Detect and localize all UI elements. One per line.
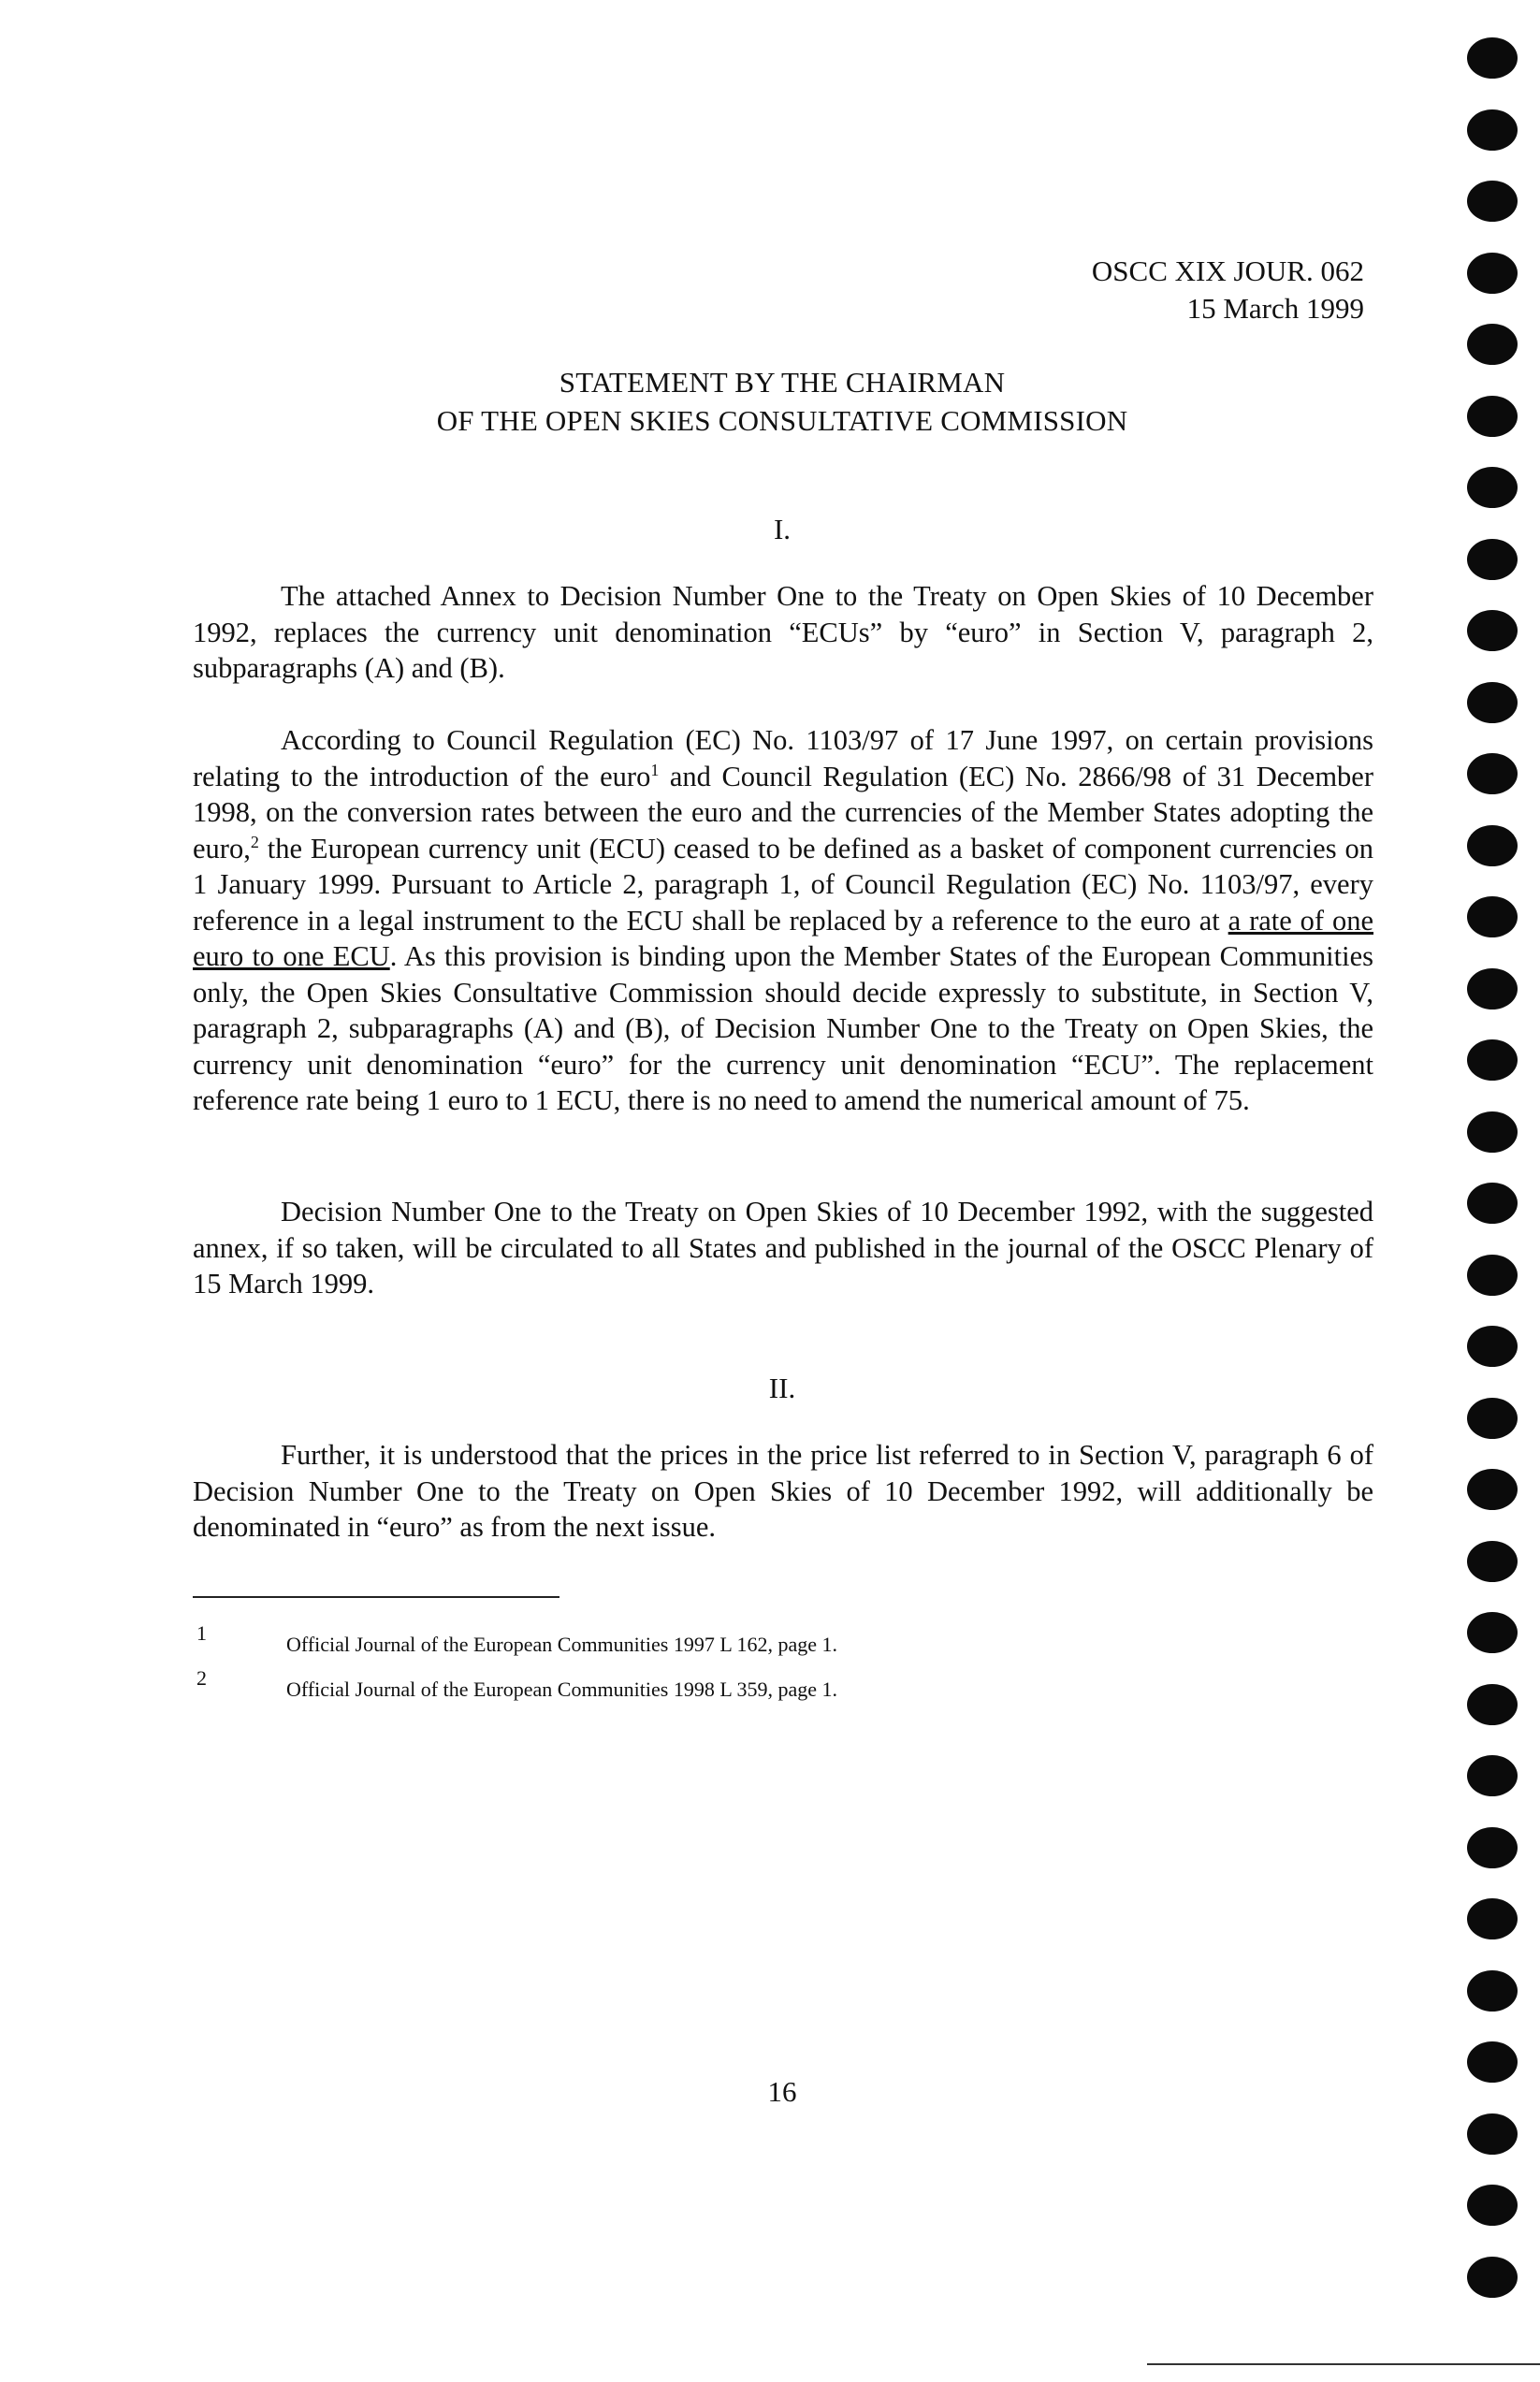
binder-hole (1467, 1183, 1518, 1224)
binder-hole (1467, 896, 1518, 937)
scan-edge-line (1147, 2363, 1540, 2365)
paragraph-2-part-d: . As this provision is binding upon the Member States of the European Communities only, the Open Skies Consultative Commission should decide expressly to substitute, in Section V, paragraph 2, subparagraphs (A) and (B), of Decision Number One to the Treaty on Open Skies, the currency unit denomination “euro” for the currency unit denomination “ECU”. The replacement reference rate being 1 euro to 1 ECU, there is no need to amend the numerical amount of 75. (193, 940, 1373, 1116)
document-title (193, 363, 1372, 440)
paragraph-4: Further, it is understood that the prices in the price list referred to in Section V, paragraph 6 of Decision Number One to the Treaty on Open Skies of 10 December 1992, will additionally be denominated in “euro” as from the next issue. (193, 1439, 1373, 1543)
footnote-ref-2: 2 (250, 832, 259, 851)
binder-hole (1467, 2113, 1518, 2155)
footnote-number: 1 (196, 1621, 207, 1645)
paragraph-2 (193, 722, 1373, 1119)
binder-hole (1467, 825, 1518, 866)
binder-hole (1467, 1326, 1518, 1367)
binder-hole (1467, 253, 1518, 294)
binder-hole (1467, 1970, 1518, 2012)
footnote-number: 2 (196, 1666, 207, 1690)
binder-hole (1467, 1541, 1518, 1582)
footnote-ref-1: 1 (650, 760, 660, 779)
binder-hole (1467, 109, 1518, 151)
title-line-2: OF THE OPEN SKIES CONSULTATIVE COMMISSION (436, 404, 1128, 437)
binder-hole (1467, 181, 1518, 222)
binder-hole (1467, 1755, 1518, 1796)
binder-hole (1467, 1684, 1518, 1725)
binder-hole (1467, 753, 1518, 794)
document-reference-block (1092, 253, 1364, 327)
footnote-text: Official Journal of the European Communities 1997 L 162, page 1. (286, 1633, 837, 1656)
binder-hole (1467, 539, 1518, 580)
binder-holes (1458, 37, 1523, 2367)
binder-hole (1467, 2185, 1518, 2226)
binder-hole (1467, 1898, 1518, 1939)
paragraph-2-part-b: and Council Regulation (EC) No. 2866/98 of 31 December 1998, on the conversion rates between the euro and the currencies of the Member States adopting the euro, (193, 760, 1373, 864)
paragraph-1: The attached Annex to Decision Number One to the Treaty on Open Skies of 10 December 1992, replaces the currency unit denomination “ECUs” by “euro” in Section V, paragraph 2, subparagraphs (A) and (B). (193, 580, 1373, 684)
section-heading-2: II. (768, 1372, 796, 1404)
underlined-rate-text: a rate of one euro to one ECU (193, 904, 1374, 972)
section-heading-1: I. (773, 513, 792, 545)
paragraph-2-part-c: the European currency unit (ECU) ceased to be defined as a basket of component currencies on 1 January 1999. Pursuant to Article 2, paragraph 1, of Council Regulation (EC) No. 1103/97, every reference in a legal instrument to the ECU shall be replaced by a reference to the euro at (193, 832, 1373, 937)
paragraph-2-part-a: According to Council Regulation (EC) No. 1103/97 of 17 June 1997, on certain provisions relating to the introduction of the euro (193, 724, 1373, 792)
binder-hole (1467, 396, 1518, 437)
binder-hole (1467, 968, 1518, 1009)
binder-hole (1467, 610, 1518, 651)
binder-hole (1467, 1111, 1518, 1153)
binder-hole (1467, 1612, 1518, 1653)
document-reference: OSCC XIX JOUR. 062 (1091, 254, 1364, 287)
binder-hole (1467, 1039, 1518, 1081)
binder-hole (1467, 2041, 1518, 2083)
binder-hole (1467, 1827, 1518, 1868)
binder-hole (1467, 1255, 1518, 1296)
paragraph-3: Decision Number One to the Treaty on Open Skies of 10 December 1992, with the suggested annex, if so taken, will be circulated to all States and published in the journal of the OSCC Plenary of 15 March 1999. (193, 1196, 1373, 1300)
footnote-text: Official Journal of the European Communities 1998 L 359, page 1. (286, 1678, 837, 1701)
binder-hole (1467, 324, 1518, 365)
binder-hole (1467, 1469, 1518, 1510)
footnote-separator (193, 1596, 559, 1598)
binder-hole (1467, 1398, 1518, 1439)
binder-hole (1467, 467, 1518, 508)
title-line-1: STATEMENT BY THE CHAIRMAN (559, 366, 1006, 399)
document-date: 15 March 1999 (1186, 292, 1364, 325)
binder-hole (1467, 37, 1518, 79)
page-number: 16 (767, 2075, 797, 2108)
binder-hole (1467, 2257, 1518, 2298)
binder-hole (1467, 682, 1518, 723)
